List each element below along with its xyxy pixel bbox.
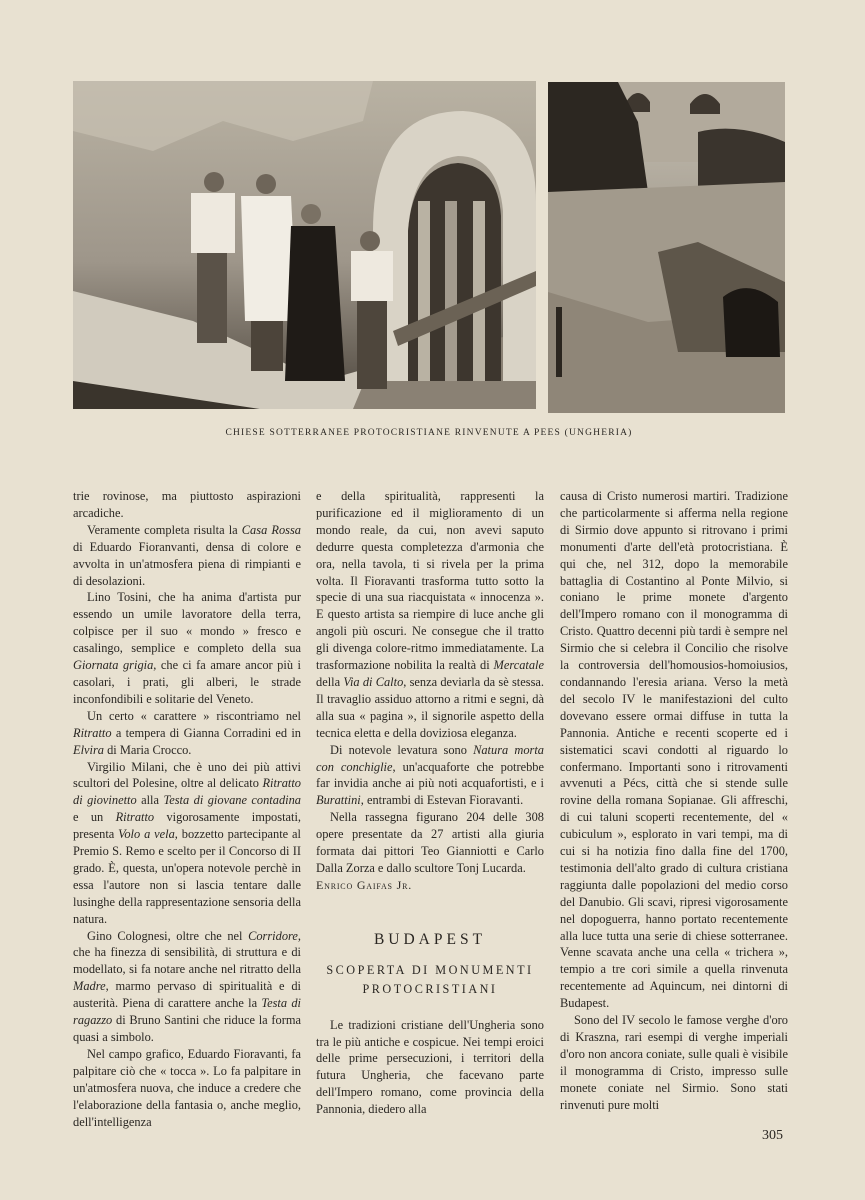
paragraph: Nella rassegna figurano 204 delle 308 opere presentate da 27 artisti alla giuria formata dai pittori Teo Gianniotti e Carlo Dalla Zorza e dallo scultore Tonj Lucarda. bbox=[316, 810, 544, 875]
paragraph: Veramente completa risulta la Casa Rossa di Eduardo Fioranvanti, densa di colore e avvolta in un'atmosfera piena di rimpianti e di desolazioni. bbox=[73, 522, 301, 588]
paragraph: Nel campo grafico, Eduardo Fioravanti, fa palpitare ciò che « tocca ». Lo fa palpitare in un'atmosfera nuova, che induce a credere che l'elaborazione della fantasia o, anche meglio, dell'intelligenza bbox=[73, 1046, 301, 1129]
paragraph: trie rovinose, ma piuttosto aspirazioni arcadiche. bbox=[73, 489, 301, 520]
figure-caption: CHIESE SOTTERRANEE PROTOCRISTIANE RINVENUTE A PEES (UNGHERIA) bbox=[225, 428, 633, 438]
paragraph: Un certo « carattere » riscontriamo nel Ritratto a tempera di Gianna Corradini ed in Elvira di Maria Crocco. bbox=[73, 708, 301, 757]
paragraph: Gino Colognesi, oltre che nel Corridore, che ha finezza di sensibilità, di struttura e di modellato, si fa notare anche nel ritratto della Madre, marmo pervaso di spiritualità e di austerità. Piena di carattere anche la Testa di ragazzo di Bruno Santini che riduce la forma quasi a simbolo. bbox=[73, 928, 301, 1044]
author-signature: Enrico Gaifas Jr. bbox=[316, 877, 413, 892]
paragraph: Virgilio Milani, che è uno dei più attivi scultori del Polesine, oltre al delicato Ritratto di giovinetto alla Testa di giovane contadina e un Ritratto vigorosamente impostati, presenta Volo a vela, bozzetto partecipante al Premio S. Remo e scelto per il Concorso di II grado. È, questa, un'opera notevole perchè in essa l'autore non si lascia tentare dalle lusinghe della rappresentazione sensoria della natura. bbox=[73, 759, 301, 926]
paragraph: causa di Cristo numerosi martiri. Tradizione che particolarmente si afferma nella regione di Sirmio dove appunto si ritrovano i primi monumenti d'arte dell'età protocristiana. È qui che, nel 312, dopo la memorabile battaglia di Costantino al Ponte Milvio, si coniano le prime monete d'argento dell'Impero romano con il monogramma di Cristo. Quattro decenni più tardi è sempre nel Sirmio che si celebra il Concilio che risolve la controversia dell'homousios-homoiusios, condannando l'eresia ariana. Verso la metà del secolo IV le manifestazioni del culto dovevano essere ormai diffuse in tutta la Pannonia. Antiche e recenti scoperte ed i sistematici scavi condotti al riguardo lo confermano. Importanti sono i ritrovamenti avvenuti a Pécs, città che si stende sulle rovine della romana Sopianae. Gli affreschi, di cui taluni scoperti recentemente, del « cubiculum », esplorato in vari tempi, ma di cui si ha notizia fino dalla fine del 1700, testimonia dell'alto grado di cultura cristiana raggiunta dalle popolazioni del medio corso del Danubio. Gli scavi, ripresi vigorosamente nel dopoguerra, hanno portato recentemente alla luce tutta una serie di chiese sotterranee. Venne scavata anche una cella « trichera », tempio a tre cori simile a quella rinvenuta recentemente ad Aquincum, nei dintorni di Budapest. bbox=[560, 489, 788, 1011]
page-number: 305 bbox=[762, 1128, 783, 1143]
paragraph: Le tradizioni cristiane dell'Ungheria sono tra le più antiche e cospicue. Nei tempi eroici delle prime persecuzioni, i territori della futura Ungheria, che facevano parte dell'Impero romano, come provincia della Pannonia, diedero alla bbox=[316, 1017, 544, 1117]
text-column-3 bbox=[560, 488, 788, 1114]
section-subtitle: SCOPERTA DI MONUMENTI PROTOCRISTIANI bbox=[326, 962, 534, 996]
paragraph: Di notevole levatura sono Natura morta con conchiglie, un'acquaforte che potrebbe far invidia anche ai più noti acquafortisti, e i Burattini, entrambi di Estevan Fioravanti. bbox=[316, 742, 544, 808]
text-column-2 bbox=[316, 488, 544, 1118]
photo-excavation-site bbox=[548, 82, 785, 413]
text-column-1 bbox=[73, 488, 301, 1130]
photo-excavation-portal bbox=[73, 81, 536, 409]
paragraph: Sono del IV secolo le famose verghe d'oro di Kraszna, rari esempi di verghe imperiali d'oro non ancora coniate, sulle quali è visibile il monogramma di Cristo, impresso sulle monete coniate nel Sirmio. Sono stati rinvenuti pure molti bbox=[560, 1013, 788, 1112]
section-title: BUDAPEST bbox=[373, 930, 487, 948]
paragraph: Lino Tosini, che ha anima d'artista pur essendo un umile lavoratore della terra, colpisce per il suo « mondo » fresco e casalingo, semplice e completo della sua Giornata grigia, che ci fa amare ancor più i casolari, i prati, gli alberi, le strade inconfondibili e solitarie del Veneto. bbox=[73, 590, 301, 706]
paragraph: e della spiritualità, rappresenti la purificazione ed il miglioramento di un mondo reale, da cui, non avevi saputo dedurre questa completezza d'armonia che ora, nella tavola, ti si rivela per la prima volta. Il Fioravanti trasforma tutto sotto la specie di una sua riacquistata « innocenza ». E questo artista sa riempire di luce anche gli angoli più oscuri. Ne consegue che il tratto gli divenga colore-ritmo immediatamente. La trasformazione nobilita la realtà di Mercatale della Via di Calto, senza deviarla da sè stessa. Il travaglio assiduo attorno a ritmi e segni, dà alla sua « pagina », il signorile aspetto della tecnica eletta e della doviziosa eleganza. bbox=[316, 489, 544, 740]
